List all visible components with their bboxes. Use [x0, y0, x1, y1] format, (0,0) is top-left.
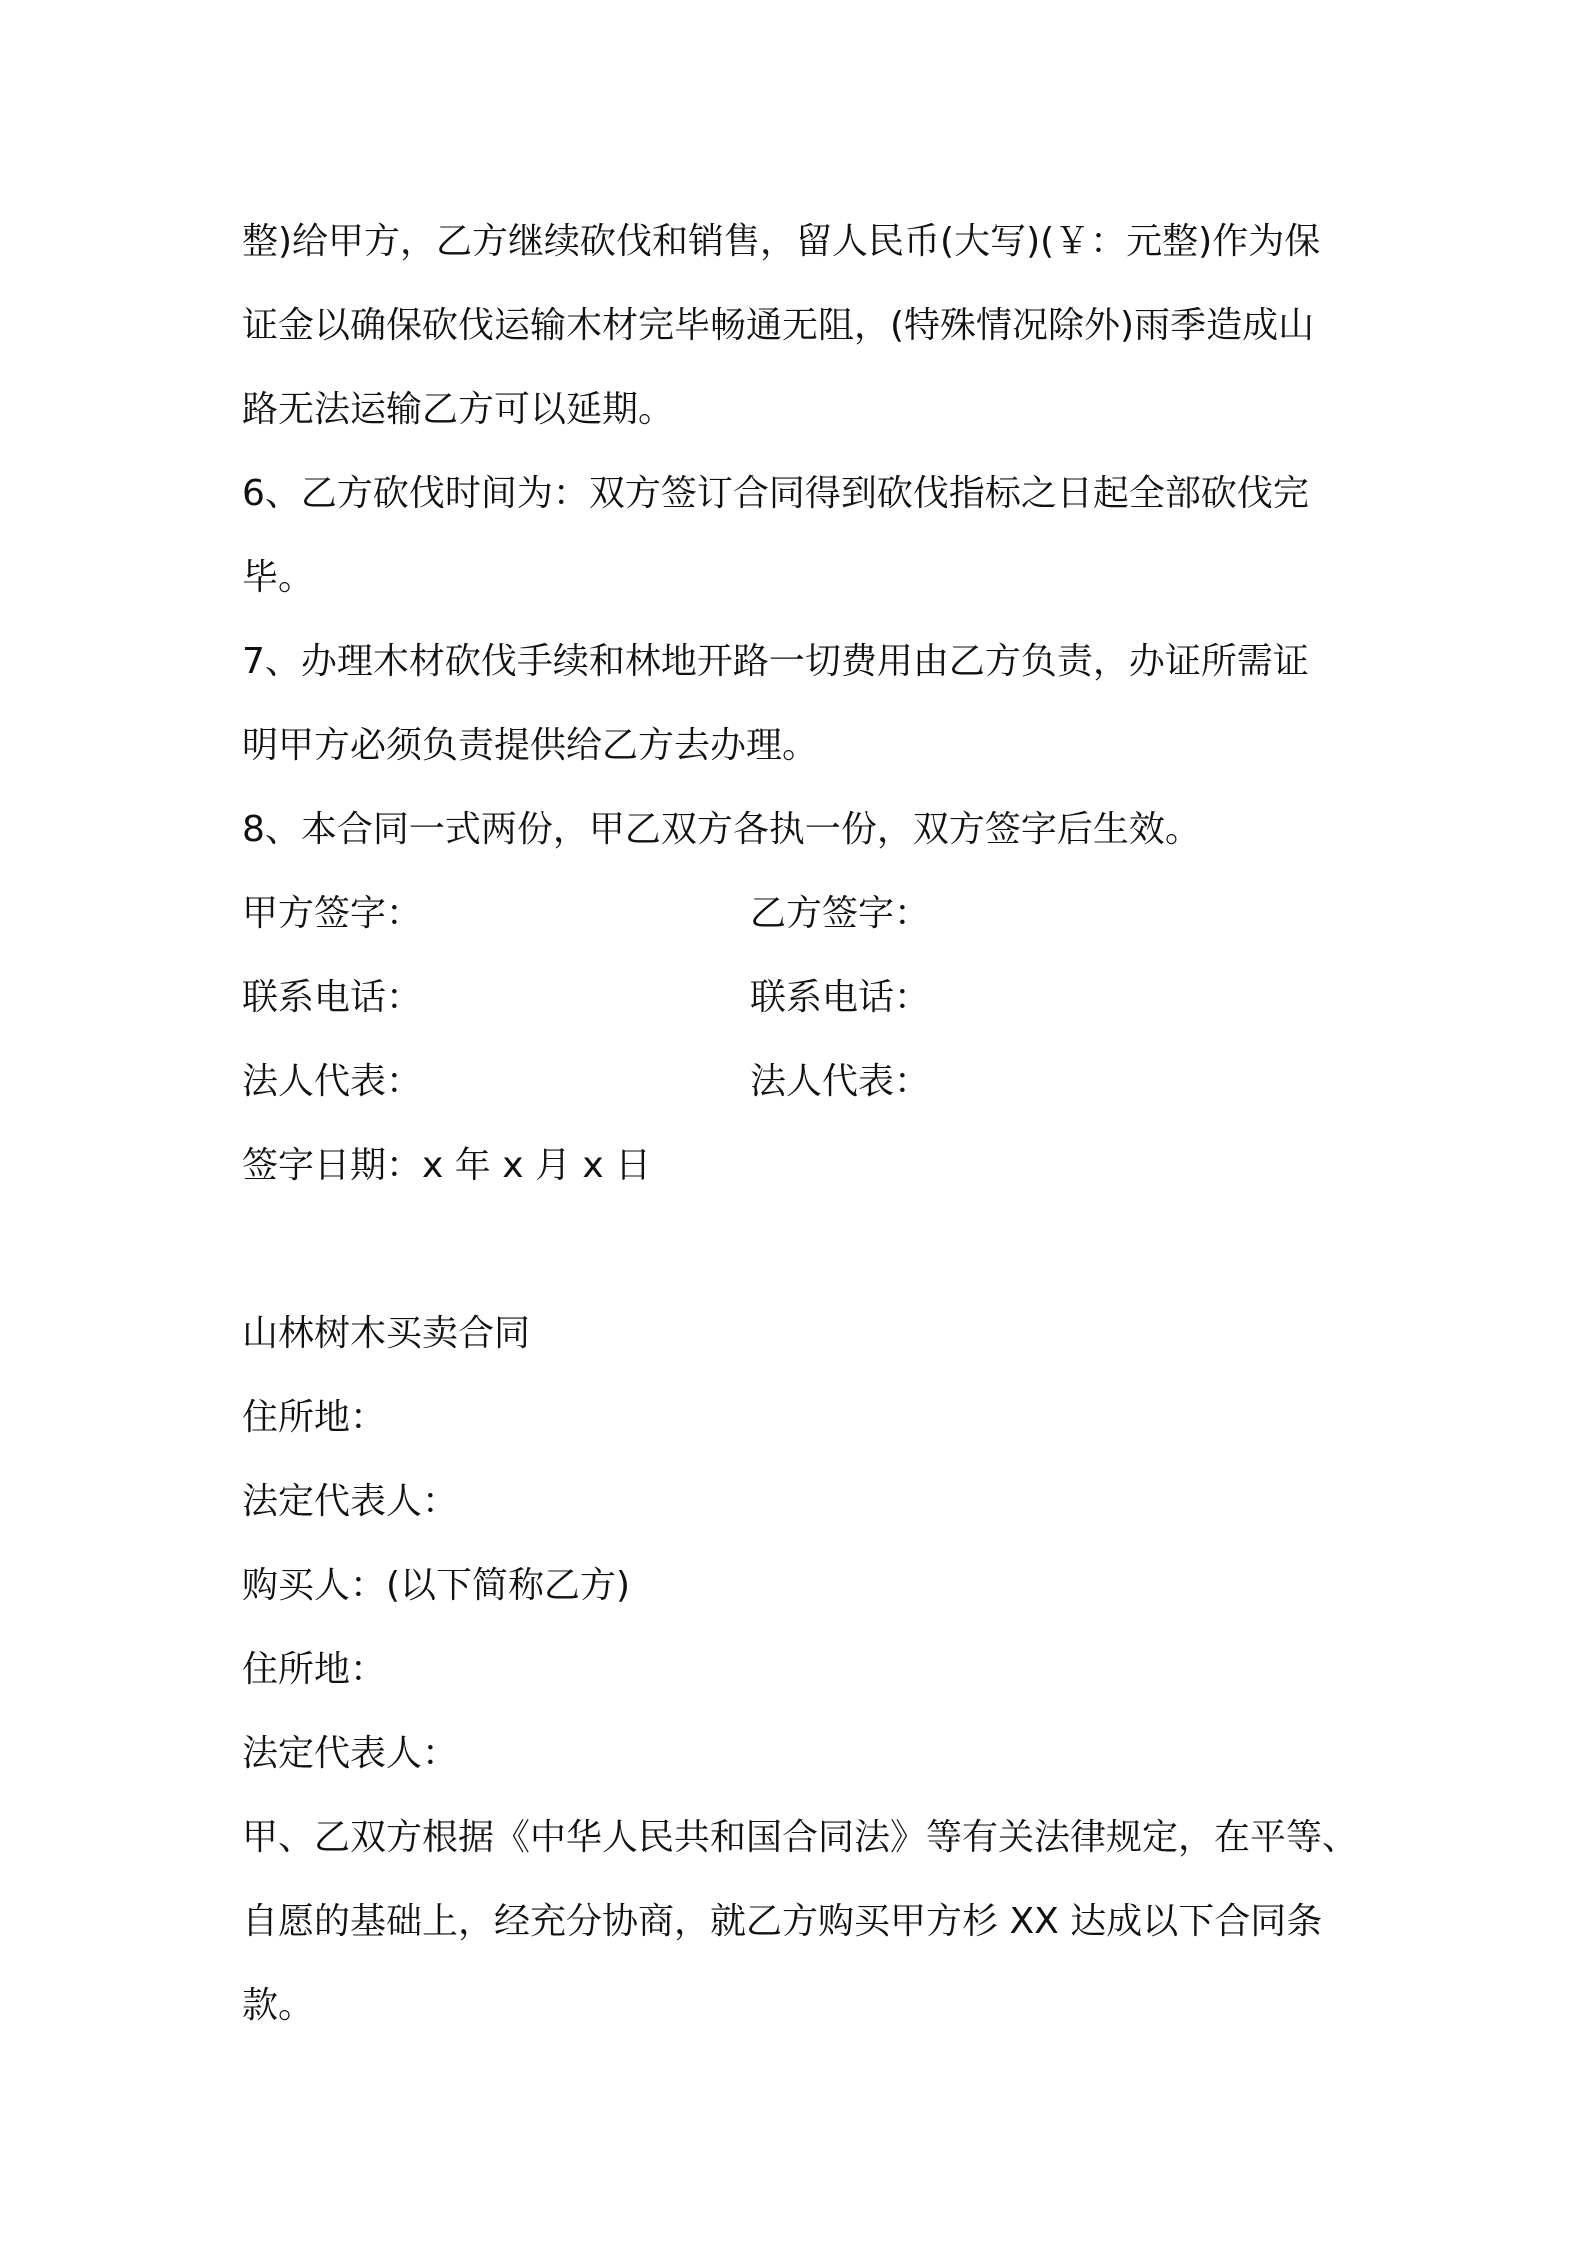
buyer-address-label: 住所地：	[242, 1649, 387, 1690]
paragraph-line: 证金以确保砍伐运输木材完毕畅通无阻，(特殊情况除外)雨季造成山	[242, 305, 1315, 346]
section-spacer	[242, 1208, 1357, 1292]
sign-date: 签字日期：x 年 x 月 x 日	[242, 1145, 652, 1186]
paragraph-line: 整)给甲方，乙方继续砍伐和销售，留人民币(大写)(￥：元整)作为保	[242, 221, 1321, 262]
clause-6-line: 毕。	[242, 557, 315, 598]
seller-legal-rep-label: 法定代表人：	[242, 1481, 459, 1522]
clause-7-line: 明甲方必须负责提供给乙方去办理。	[242, 725, 819, 766]
party-b-legal-rep-label: 法人代表：	[750, 1061, 931, 1102]
preamble-line: 款。	[242, 1985, 315, 2026]
clause-7-line: 7、办理木材砍伐手续和林地开路一切费用由乙方负责，办证所需证	[242, 641, 1309, 682]
seller-address-label: 住所地：	[242, 1397, 387, 1438]
buyer-label: 购买人：(以下简称乙方)	[242, 1565, 631, 1606]
paragraph-line: 路无法运输乙方可以延期。	[242, 389, 675, 430]
buyer-legal-rep-label: 法定代表人：	[242, 1733, 459, 1774]
party-b-signature-label: 乙方签字：	[750, 893, 931, 934]
signature-row	[242, 872, 1357, 956]
preamble-line: 甲、乙双方根据《中华人民共和国合同法》等有关法律规定，在平等、	[242, 1817, 1359, 1858]
party-a-signature-label: 甲方签字：	[242, 893, 423, 934]
preamble-line: 自愿的基础上，经充分协商，就乙方购买甲方杉 XX 达成以下合同条	[242, 1901, 1323, 1942]
legal-rep-row	[242, 1040, 1357, 1124]
document-body	[242, 200, 1357, 2048]
clause-6-line: 6、乙方砍伐时间为：双方签订合同得到砍伐指标之日起全部砍伐完	[242, 473, 1309, 514]
party-a-legal-rep-label: 法人代表：	[242, 1061, 423, 1102]
party-b-phone-label: 联系电话：	[750, 977, 931, 1018]
second-contract-title: 山林树木买卖合同	[242, 1313, 531, 1354]
phone-row	[242, 956, 1357, 1040]
clause-8-line: 8、本合同一式两份，甲乙双方各执一份，双方签字后生效。	[242, 809, 1201, 850]
party-a-phone-label: 联系电话：	[242, 977, 423, 1018]
